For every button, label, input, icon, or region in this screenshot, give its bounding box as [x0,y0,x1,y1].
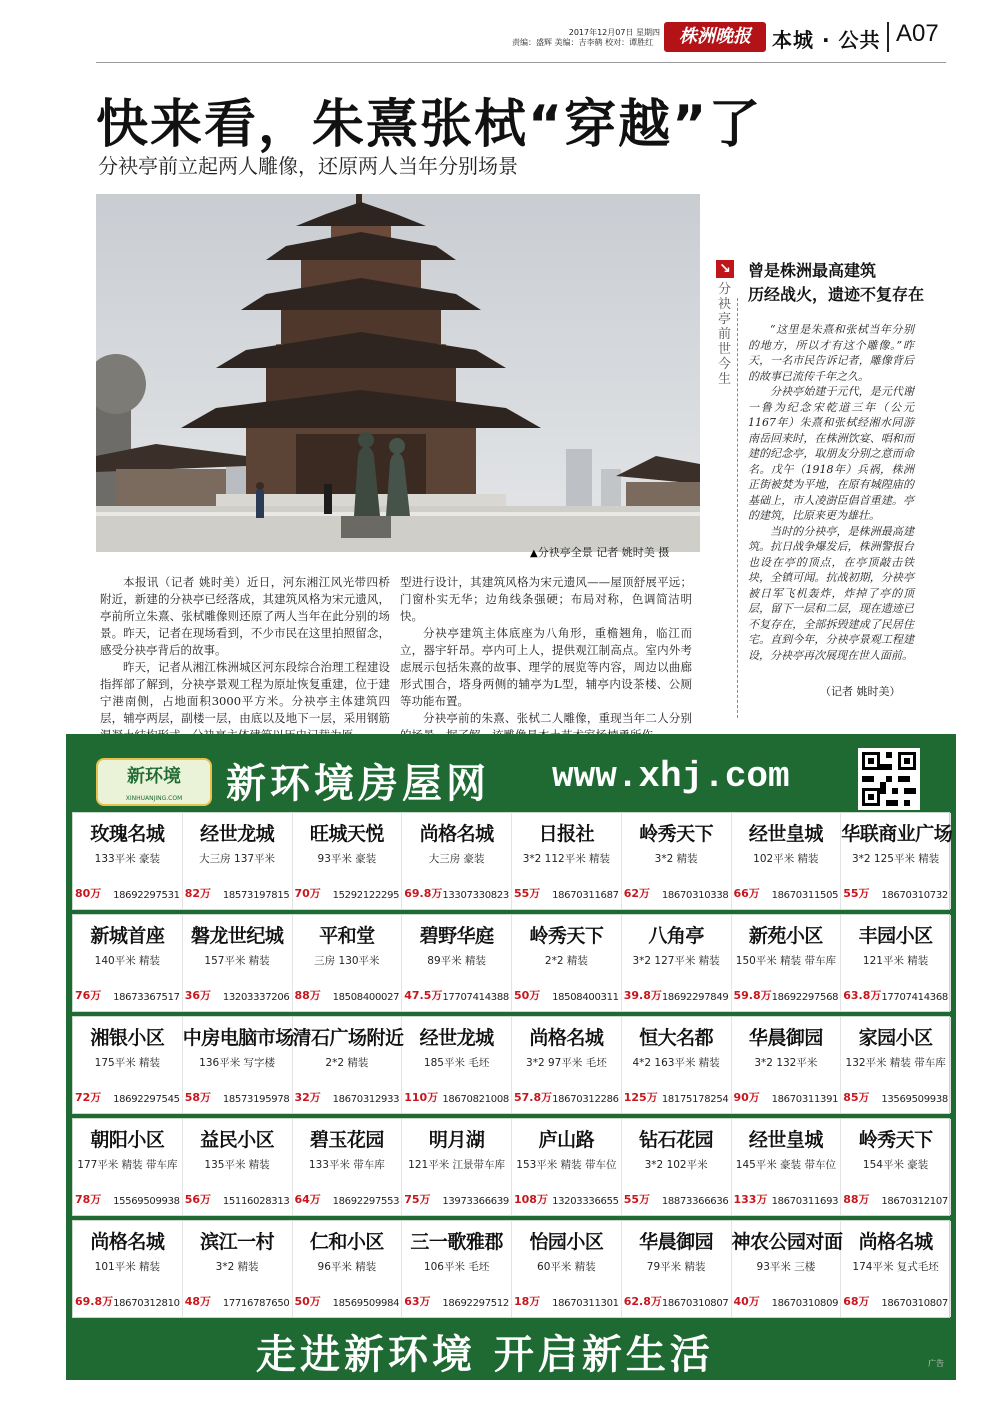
listing-card[interactable] [183,1119,293,1215]
listing-detail: 89平米 精装 [427,955,486,967]
listing-phone: 17707414388 [442,992,509,1003]
listing-price: 56万 [184,1193,212,1206]
listing-card[interactable] [73,1221,183,1317]
listing-detail: 185平米 毛坯 [423,1057,490,1069]
listing-detail: 93平米 豪装 [317,853,377,865]
listing-card[interactable] [402,1119,512,1215]
qr-code-icon[interactable] [858,748,920,810]
listing-name: 新苑小区 [748,925,823,947]
listing-price: 55万 [623,1193,651,1206]
listing-name: 碧玉花园 [309,1129,384,1151]
article-paragraph: 本报讯（记者 姚时美）近日，河东湘江风光带四桥附近，新建的分袂亭已经落成，其建筑风格为宋元遗风，亭前所立朱熹、张栻雕像则还原了两人当年在此分别的场景。昨天，记者在现场看到，不少市民在这里拍照留念，感受分袂亭背后的故事。 [100,575,390,657]
sidebar-heading-1: 曾是株洲最高建筑 [748,261,877,280]
listing-detail: 133平米 带车库 [308,1159,385,1171]
listing-price: 62万 [623,887,651,900]
listing-card[interactable] [732,915,842,1011]
masthead-meta [512,28,660,48]
listing-detail: 93平米 三楼 [756,1261,816,1273]
ad-slogan: 走进新环境 开启新生活 [256,1332,714,1378]
listing-card[interactable] [622,813,732,909]
listing-name: 经世皇城 [748,1129,823,1151]
listing-name: 仁和小区 [309,1231,384,1253]
listing-name: 玫瑰名城 [90,823,165,845]
listing-detail: 145平米 豪装 带车位 [735,1159,836,1171]
listing-price: 108万 [514,1193,548,1206]
listing-detail: 140平米 精装 [94,955,161,967]
listing-detail: 3*2 102平米 [644,1159,708,1171]
masthead-divider [887,22,889,52]
photo-caption [530,544,669,560]
sidebar-paragraph: 分袂亭始建于元代，是元代谢一鲁为纪念宋乾道三年（公元1167年）朱熹和张栻经湘水同游南岳回来时，在株洲饮宴、唱和而建的纪念亭，取朋友分别之意而命名。戊午（1918年）兵祸，株洲正街被焚为平地，在原有城隍庙的基础上，市人凌澍臣倡首重建。亭的建筑，比原来更为雄壮。 [748,385,914,522]
listing-row [72,1220,950,1318]
ad-note: 广告 [928,1359,944,1368]
listing-price: 125万 [623,1091,658,1104]
listing-card[interactable] [512,915,622,1011]
listing-detail: 101平米 精装 [94,1261,161,1273]
listing-detail: 150平米 精装 带车库 [735,955,836,967]
listing-detail: 大三房 137平米 [199,853,276,865]
ad-logo-sub: XINHUANJING.COM [125,795,183,802]
listing-name: 日报社 [538,823,595,845]
listing-name: 丰园小区 [858,925,933,947]
sidebar-heading-2: 历经战火，遗迹不复存在 [748,285,925,304]
listing-price: 59.8万 [733,989,772,1002]
listing-name: 尚格名城 [858,1231,933,1253]
listing-phone: 18670310807 [661,1298,729,1309]
listing-phone: 18670311693 [771,1196,839,1207]
listing-card[interactable] [402,813,512,909]
listing-name: 中房电脑市场 [182,1027,294,1049]
article-paragraph: 型进行设计，其建筑风格为宋元遗风——屋顶舒展平远；门窗朴实无华；边角线条强硬；布局对称，色调简洁明快。 [400,575,692,623]
sidebar-body [748,322,914,663]
listing-price: 68万 [843,1295,870,1308]
listing-phone: 18670311687 [552,890,619,901]
listing-price: 63.8万 [843,989,882,1002]
listing-name: 神农公园对面 [731,1231,843,1253]
listing-detail: 121平米 江景带车库 [408,1159,506,1171]
listing-price: 85万 [843,1091,870,1104]
listing-detail: 175平米 精装 [94,1057,161,1069]
listing-phone: 15292122295 [332,890,400,901]
listing-card[interactable] [183,1221,293,1317]
listing-name: 华晨御园 [639,1231,714,1253]
listing-phone: 18873366636 [661,1196,729,1207]
listing-detail: 102平米 精装 [753,853,819,865]
page-number: A07 [896,20,939,47]
listing-name: 旺城天悦 [309,823,384,845]
listing-phone: 18573195978 [222,1094,290,1105]
listing-card[interactable] [293,813,403,909]
listing-price: 39.8万 [623,989,662,1002]
ad-title: 新环境房屋网 [226,761,490,807]
listing-phone: 18670310732 [881,890,948,901]
article-paragraph: 分袂亭前的朱熹、张栻二人雕像，重现当年二人分别 [423,711,692,725]
listing-detail: 133平米 豪装 [94,853,161,865]
listing-name: 家园小区 [858,1027,933,1049]
listing-card[interactable] [841,1017,951,1113]
listing-price: 69.8万 [404,887,443,900]
listing-card[interactable] [841,915,951,1011]
listing-card[interactable] [73,1119,183,1215]
listing-card[interactable] [402,1221,512,1317]
listing-price: 78万 [75,1193,102,1206]
listing-phone: 18670310807 [881,1298,948,1309]
listing-phone: 18670310338 [661,890,729,901]
listing-price: 57.8万 [514,1091,553,1104]
listing-card[interactable] [841,813,951,909]
listing-price: 32万 [294,1091,321,1104]
listing-phone: 17716787650 [222,1298,290,1309]
masthead-rule [96,62,946,63]
listing-detail: 3*2 125平米 精装 [851,853,940,865]
listing-card[interactable] [183,1017,293,1113]
listing-price: 58万 [184,1091,212,1104]
listing-phone: 15116028313 [222,1196,290,1207]
listing-phone: 18673367517 [113,992,180,1003]
listing-card[interactable] [732,1017,842,1113]
listing-name: 湘银小区 [90,1027,165,1049]
listing-name: 尚格名城 [90,1231,165,1253]
listing-name: 磐龙世纪城 [190,925,284,947]
listing-card[interactable] [73,813,183,909]
listing-phone: 18508400311 [552,992,619,1003]
article-paragraph: 昨天，记者从湘江株洲城区河东段综合治理工程建设指挥部了解到，分袂亭景观工程为原址恢复重建，位于建宁港南侧，占地面积3000平方米。分袂亭主体建筑四层，辅亭两层，副楼一层，由底以及地下一层，采用钢筋 [100,660,390,725]
listing-phone: 18692297545 [113,1094,180,1105]
listing-detail: 4*2 163平米 精装 [632,1057,720,1069]
listing-phone: 18670312933 [332,1094,400,1105]
listing-phone: 18692297553 [332,1196,400,1207]
listing-detail: 153平米 精装 带车位 [516,1159,617,1171]
listing-name: 岭秀天下 [529,925,604,947]
listing-name: 经世皇城 [748,823,823,845]
listing-detail: 2*2 精装 [544,955,588,967]
listing-name: 华晨御园 [748,1027,823,1049]
caption-text: 分袂亭全景 记者 姚时美 摄 [537,546,670,559]
listing-name: 益民小区 [200,1129,275,1151]
listing-name: 恒大名都 [639,1027,714,1049]
listing-phone: 18670311301 [552,1298,619,1309]
listing-detail: 3*2 127平米 精装 [632,955,720,967]
listing-card[interactable] [622,1119,732,1215]
masthead-editors: 责编：盛辉 美编：吉李鹤 校对：谭胜红 [512,38,654,47]
listing-price: 62.8万 [623,1295,662,1308]
listing-name: 三一歌雅郡 [410,1231,503,1253]
listing-price: 66万 [733,887,760,900]
listing-detail: 121平米 精装 [862,955,929,967]
listing-price: 40万 [733,1295,760,1308]
listing-detail: 106平米 毛坯 [423,1261,490,1273]
sidebar-divider [737,298,738,718]
article-paragraph: 分袂亭建筑主体底座为八角形，重檐翘角，临江而立，器宇轩昂。亭内可上人，提供观江制高点。室内外考虑展示包括朱熹的故事、理学的展览等内容，周边以曲廊形式围合，塔身两侧的辅亭为L型，辅亭内设茶楼、公厕等功能布置。 [400,626,692,708]
listing-price: 64万 [294,1193,321,1206]
listing-card[interactable] [622,915,732,1011]
listing-price: 47.5万 [404,989,443,1002]
listing-phone: 18573197815 [222,890,290,901]
listing-phone: 18692297568 [771,992,839,1003]
listing-price: 36万 [184,989,212,1002]
listing-name: 岭秀天下 [858,1129,933,1151]
listing-card[interactable] [183,915,293,1011]
listing-price: 55万 [843,887,870,900]
listing-price: 82万 [184,887,212,900]
listing-detail: 79平米 精装 [646,1261,706,1273]
pavilion-photo [96,194,700,552]
listing-detail: 157平米 精装 [204,955,270,967]
listing-name: 经世龙城 [419,1027,494,1049]
listing-phone: 18692297849 [661,992,729,1003]
listing-name: 滨江一村 [200,1231,275,1253]
qr-code-graphic [862,752,916,806]
listing-card[interactable] [512,1221,622,1317]
listing-name: 明月湖 [428,1129,485,1151]
listing-price: 88万 [294,989,321,1002]
listing-price: 48万 [184,1295,212,1308]
sidebar-paragraph: 当时的分袂亭，是株洲最高建筑。抗日战争爆发后，株洲警报台也设在亭的顶点，在亭顶敲击铁块，全镇可闻。抗战初期，分袂亭被日军飞机轰炸，炸掉了亭的顶层，留下一层和二层，现在遗迹已不复存在，全部拆毁建成了民居住宅。直到今年，分袂亭景观工程建设，分袂亭再次展现在世人面前。 [748,524,914,662]
listing-detail: 132平米 精装 带车库 [845,1057,946,1069]
headline: 快来看，朱熹张栻“穿越”了 [96,95,763,155]
listing-price: 18万 [514,1295,541,1308]
listing-detail: 3*2 97平米 毛坯 [526,1057,607,1069]
listing-detail: 135平米 精装 [204,1159,270,1171]
listing-card[interactable] [622,1221,732,1317]
listing-card[interactable] [512,813,622,909]
listing-phone: 18670312810 [113,1298,180,1309]
listing-row [72,1118,950,1216]
listing-price: 50万 [294,1295,321,1308]
listing-detail: 三房 130平米 [314,955,380,967]
listing-card[interactable] [293,915,403,1011]
sidebar-arrow-icon: ↘ [716,260,734,278]
subheadline: 分袂亭前立起两人雕像，还原两人当年分别场景 [98,154,518,178]
listing-card[interactable] [73,1017,183,1113]
listing-name: 钻石花园 [639,1129,714,1151]
listing-detail: 3*2 112平米 精装 [522,853,611,865]
listing-phone: 18670311391 [771,1094,839,1105]
listing-card[interactable] [732,1221,842,1317]
listing-phone: 17707414368 [881,992,948,1003]
article-column-2 [400,574,692,744]
masthead-date: 2017年12月07日 星期四 [568,28,660,37]
listing-price: 70万 [294,887,321,900]
listing-phone: 18670312107 [881,1196,948,1207]
listing-card[interactable] [622,1017,732,1113]
ad-url[interactable]: www.xhj.com [552,756,790,797]
listing-name: 平和堂 [319,925,375,947]
article-column-1 [100,574,390,744]
listing-name: 岭秀天下 [639,823,714,845]
listing-name: 新城首座 [90,925,165,947]
listing-row [72,1016,950,1114]
ad-logo [96,758,212,806]
listing-phone: 13569509938 [881,1094,948,1105]
listing-price: 50万 [514,989,541,1002]
paper-logo: 株洲晚报 [664,22,766,52]
listing-card[interactable] [293,1119,403,1215]
listing-card[interactable] [402,1017,512,1113]
listing-phone: 18670311505 [771,890,839,901]
listing-detail: 136平米 写字楼 [199,1057,276,1069]
section-title: 本城 · 公共 [772,28,881,52]
listing-detail: 96平米 精装 [317,1261,377,1273]
listing-phone: 18670821008 [442,1094,509,1105]
listing-name: 朝阳小区 [90,1129,165,1151]
pavilion-illustration [96,194,700,552]
listing-price: 88万 [843,1193,870,1206]
listing-card[interactable] [732,1119,842,1215]
listing-phone: 13203336655 [552,1196,619,1207]
listing-price: 55万 [514,887,541,900]
listing-price: 75万 [404,1193,431,1206]
listing-price: 69.8万 [75,1295,114,1308]
listing-detail: 60平米 精装 [537,1261,596,1273]
listing-name: 尚格名城 [419,823,494,845]
listing-name: 尚格名城 [529,1027,604,1049]
listing-price: 110万 [404,1091,439,1104]
listing-detail: 3*2 精装 [654,853,698,865]
listing-card[interactable] [402,915,512,1011]
listing-price: 80万 [75,887,102,900]
listing-phone: 18692297531 [113,890,180,901]
listing-phone: 18508400027 [332,992,400,1003]
listing-price: 63万 [404,1295,431,1308]
listing-card[interactable] [293,1017,403,1113]
listing-card[interactable] [512,1119,622,1215]
listing-card[interactable] [512,1017,622,1113]
listing-detail: 174平米 复式毛坯 [852,1261,939,1273]
listing-phone: 13307330823 [442,890,509,901]
listing-name: 怡园小区 [529,1231,604,1253]
listing-phone: 13203337206 [222,992,290,1003]
sidebar-vertical-label: 分袂亭前世今生 [718,282,732,387]
listing-name: 清石广场附近 [292,1027,404,1049]
listing-detail: 2*2 精装 [325,1057,369,1069]
listing-name: 庐山路 [538,1129,595,1151]
listing-phone: 18670312286 [552,1094,619,1105]
listing-phone: 18569509984 [332,1298,400,1309]
listing-phone: 18692297512 [442,1298,509,1309]
listing-row [72,914,950,1012]
listing-card[interactable] [293,1221,403,1317]
listing-phone: 18175178254 [661,1094,729,1105]
listing-name: 经世龙城 [200,823,275,845]
listing-detail: 154平米 豪装 [862,1159,929,1171]
listing-card[interactable] [183,813,293,909]
listing-phone: 18670310809 [771,1298,839,1309]
listing-name: 八角亭 [648,925,704,947]
listing-row [72,812,953,910]
listing-price: 133万 [733,1193,768,1206]
listing-card[interactable] [732,813,842,909]
listing-name: 华联商业广场 [841,823,953,845]
listing-detail: 大三房 豪装 [428,853,485,865]
listing-price: 90万 [733,1091,760,1104]
listing-detail: 177平米 精装 带车库 [77,1159,178,1171]
listing-detail: 3*2 精装 [215,1261,259,1273]
listing-card[interactable] [841,1221,951,1317]
ad-logo-text: 新环境 [127,766,181,787]
listing-detail: 3*2 132平米 [754,1057,818,1069]
caption-triangle-icon: ▲ [530,548,538,559]
sidebar-paragraph: “这里是朱熹和张栻当年分别的地方，所以才有这个雕像。”昨天，一名市民告诉记者，雕像背后的故事已流传千年之久。 [748,323,914,383]
listing-phone: 13973366639 [442,1196,509,1207]
listing-price: 76万 [75,989,102,1002]
listing-price: 72万 [75,1091,102,1104]
listing-phone: 15569509938 [113,1196,180,1207]
sidebar-signature: （记者 姚时美） [820,685,901,698]
listing-card[interactable] [73,915,183,1011]
listing-card[interactable] [841,1119,951,1215]
listing-name: 碧野华庭 [419,925,494,947]
